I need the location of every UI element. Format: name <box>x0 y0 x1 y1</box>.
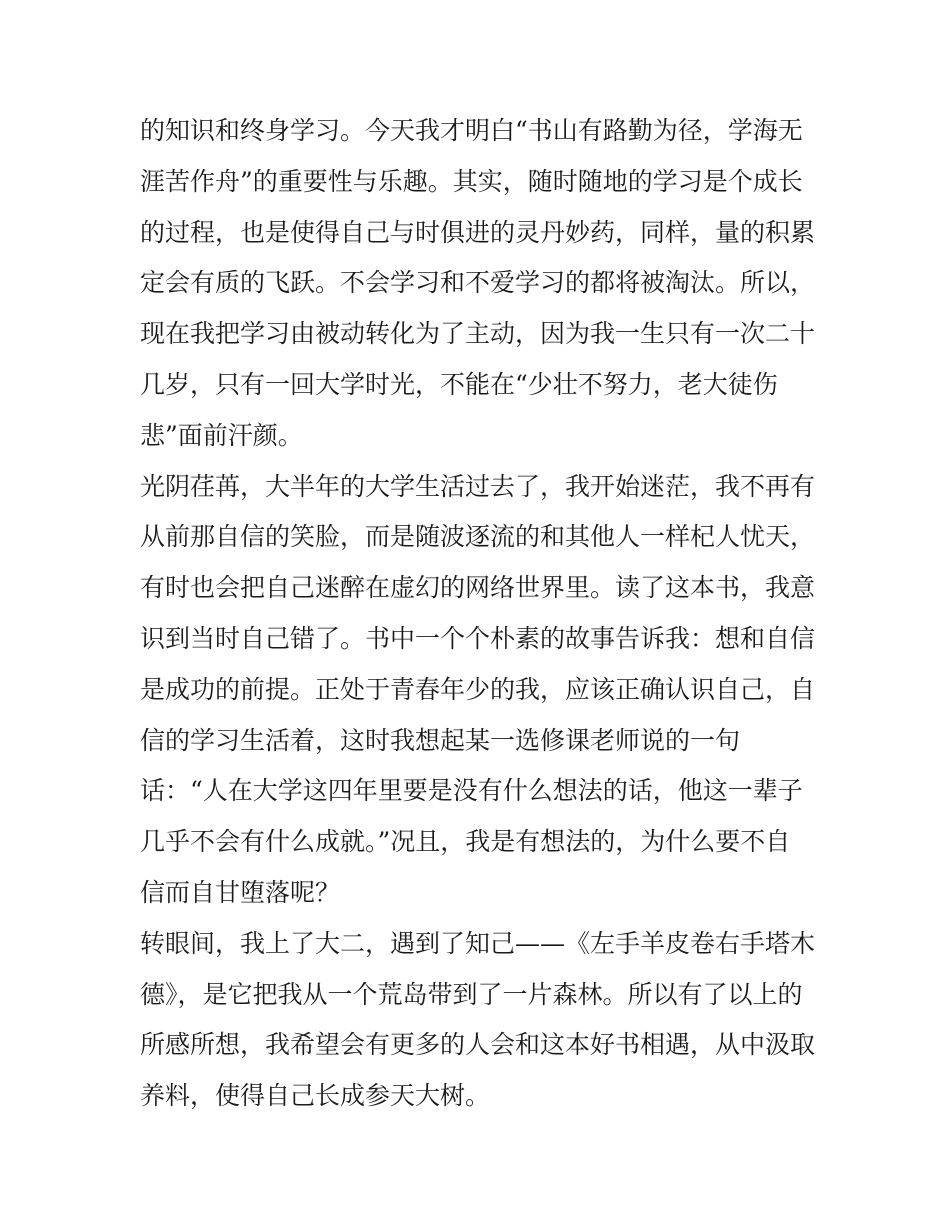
text-line: 有时也会把自己迷醉在虚幻的网络世界里。读了这本书，我意 <box>140 573 816 603</box>
text-line: 信而自甘堕落呢？ <box>140 877 341 907</box>
text-line: 话：“人在大学这四年里要是没有什么想法的话，他这一辈子 <box>140 776 803 806</box>
body-text <box>140 106 820 1122</box>
text-line: 转眼间，我上了大二，遇到了知己——《左手羊皮卷右手塔木 <box>140 928 816 958</box>
text-line: 从前那自信的笑脸，而是随波逐流的和其他人一样杞人忧天， <box>140 522 816 552</box>
text-line: 的知识和终身学习。今天我才明白“书山有路勤为径，学海无 <box>140 116 803 145</box>
text-line: 所感所想，我希望会有更多的人会和这本好书相遇，从中汲取 <box>140 1030 816 1060</box>
text-line: 光阴荏苒，大半年的大学生活过去了，我开始迷茫，我不再有 <box>140 471 816 501</box>
text-line: 养料，使得自己长成参天大树。 <box>140 1081 491 1111</box>
text-line: 几乎不会有什么成就。”况且，我是有想法的，为什么要不自 <box>140 827 791 857</box>
text-line: 信的学习生活着，这时我想起某一选修课老师说的一句 <box>140 725 741 755</box>
text-line: 涯苦作舟”的重要性与乐趣。其实，随时随地的学习是个成长 <box>140 166 803 196</box>
text-line: 是成功的前提。正处于青春年少的我，应该正确认识自己，自 <box>140 674 816 704</box>
text-line: 的过程，也是使得自己与时俱进的灵丹妙药，同样，量的积累 <box>140 217 816 247</box>
text-line: 悲”面前汗颜。 <box>140 420 303 450</box>
text-line: 定会有质的飞跃。不会学习和不爱学习的都将被淘汰。所以， <box>140 268 816 298</box>
text-line: 德》，是它把我从一个荒岛带到了一片森林。所以有了以上的 <box>140 979 803 1009</box>
text-line: 识到当时自己错了。书中一个个朴素的故事告诉我：想和自信 <box>140 623 816 653</box>
text-line: 现在我把学习由被动转化为了主动，因为我一生只有一次二十 <box>140 319 816 349</box>
text-line: 几岁，只有一回大学时光，不能在“少壮不努力，老大徒伤 <box>140 369 778 399</box>
